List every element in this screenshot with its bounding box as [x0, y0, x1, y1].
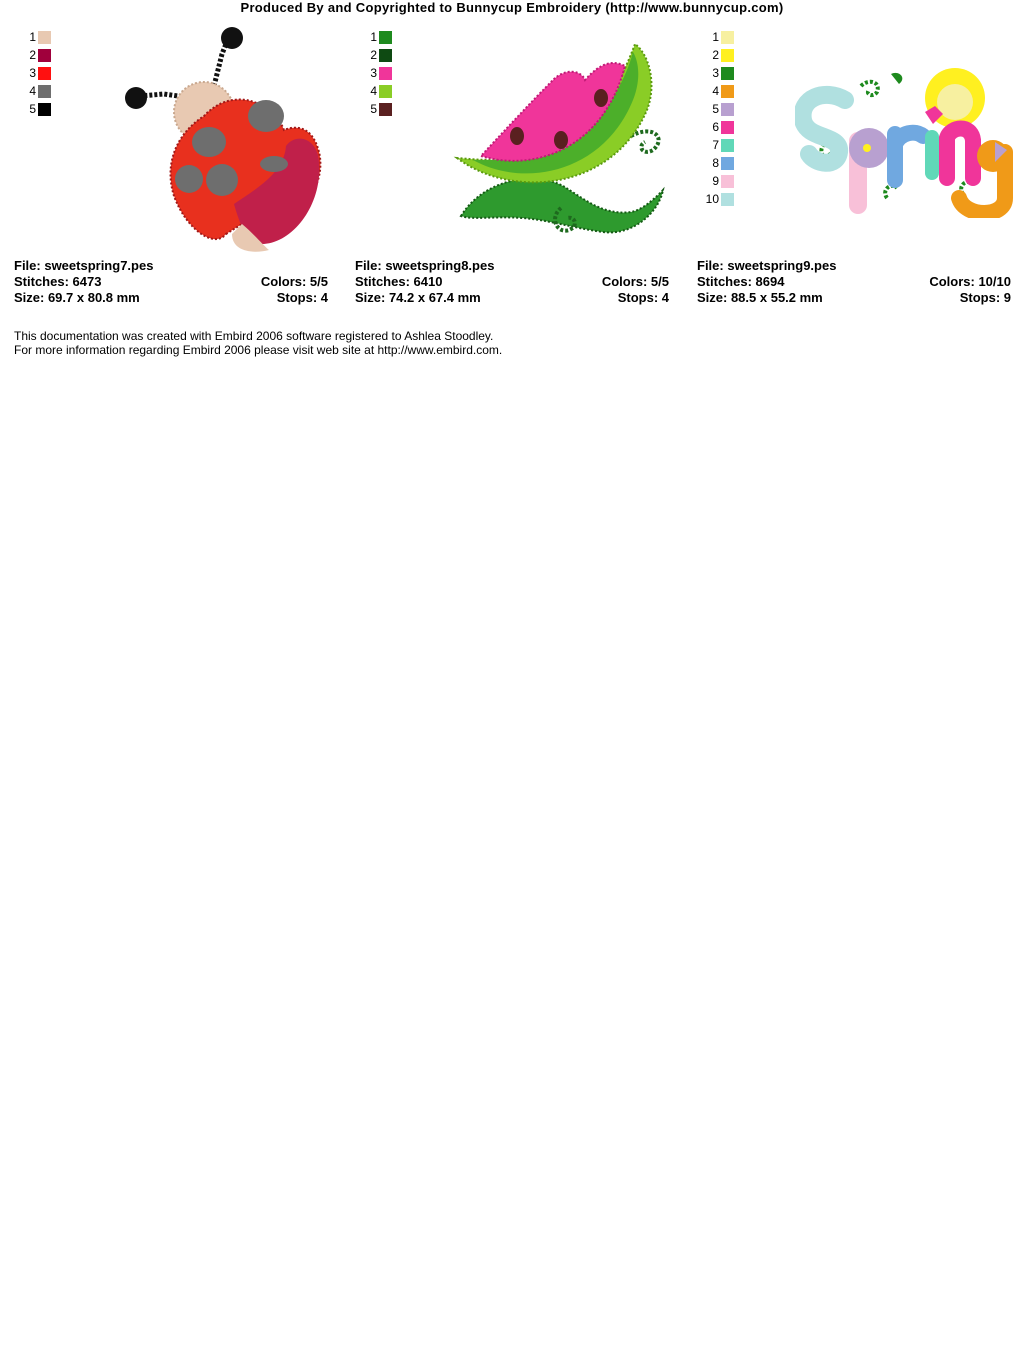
color-number: 5: [712, 102, 719, 116]
footer-line: For more information regarding Embird 2006 please visit web site at http://www.embird.com.: [14, 343, 503, 357]
palette-row: [697, 28, 734, 46]
footer-note: [14, 329, 502, 357]
color-number: 1: [29, 30, 36, 44]
color-count: Colors: 5/5: [260, 274, 328, 289]
design-size: Size: 88.5 x 55.2 mm: [697, 290, 823, 305]
color-swatch: [721, 103, 734, 116]
color-number: 6: [712, 120, 719, 134]
stop-count: Stops: 9: [959, 290, 1011, 305]
color-swatch: [38, 49, 51, 62]
ladybug-icon: [114, 24, 334, 256]
stitch-count: Stitches: 6410: [355, 274, 443, 289]
color-number: 2: [712, 48, 719, 62]
palette-row: [697, 172, 734, 190]
palette-row: [697, 136, 734, 154]
color-swatch: [38, 67, 51, 80]
color-swatch: [38, 103, 51, 116]
color-swatch: [721, 157, 734, 170]
design-info: [355, 258, 669, 306]
palette-row: [14, 46, 51, 64]
palette-row: [14, 64, 51, 82]
palette-row: [697, 190, 734, 208]
palette-row: [355, 28, 392, 46]
file-name: File: sweetspring7.pes: [14, 258, 154, 273]
color-swatch: [38, 85, 51, 98]
palette-row: [355, 46, 392, 64]
color-count: Colors: 5/5: [601, 274, 669, 289]
color-number: 5: [29, 102, 36, 116]
design-card: [14, 24, 344, 314]
color-number: 3: [712, 66, 719, 80]
color-number: 7: [712, 138, 719, 152]
color-swatch: [721, 193, 734, 206]
color-number: 3: [29, 66, 36, 80]
color-swatch: [721, 67, 734, 80]
color-number: 10: [705, 192, 719, 206]
watermelon-icon: [453, 40, 673, 240]
color-swatch: [379, 103, 392, 116]
design-size: Size: 69.7 x 80.8 mm: [14, 290, 140, 305]
color-swatch: [721, 31, 734, 44]
color-swatch: [721, 175, 734, 188]
design-card: [355, 24, 685, 314]
color-number: 1: [712, 30, 719, 44]
color-number: 1: [370, 30, 377, 44]
color-swatch: [721, 85, 734, 98]
color-palette: [355, 28, 392, 118]
palette-row: [14, 82, 51, 100]
color-number: 4: [712, 84, 719, 98]
stitch-count: Stitches: 6473: [14, 274, 102, 289]
color-swatch: [721, 139, 734, 152]
color-number: 3: [370, 66, 377, 80]
palette-row: [355, 82, 392, 100]
palette-row: [697, 46, 734, 64]
color-number: 4: [370, 84, 377, 98]
color-number: 2: [29, 48, 36, 62]
color-count: Colors: 10/10: [929, 274, 1011, 289]
palette-row: [697, 82, 734, 100]
palette-row: [14, 100, 51, 118]
color-number: 5: [370, 102, 377, 116]
palette-row: [697, 154, 734, 172]
color-swatch: [721, 121, 734, 134]
stitch-count: Stitches: 8694: [697, 274, 785, 289]
page-header: Produced By and Copyrighted to Bunnycup Embroidery (http://www.bunnycup.com): [240, 0, 784, 15]
design-info: [14, 258, 328, 306]
palette-row: [697, 118, 734, 136]
color-number: 9: [712, 174, 719, 188]
spring-word-icon: [795, 68, 1013, 218]
color-palette: [14, 28, 51, 118]
color-swatch: [379, 85, 392, 98]
stop-count: Stops: 4: [617, 290, 669, 305]
file-name: File: sweetspring8.pes: [355, 258, 495, 273]
design-info: [697, 258, 1011, 306]
palette-row: [14, 28, 51, 46]
palette-row: [355, 64, 392, 82]
footer-line: This documentation was created with Embird 2006 software registered to Ashlea Stoodley.: [14, 329, 494, 343]
design-card: [697, 24, 1024, 314]
design-size: Size: 74.2 x 67.4 mm: [355, 290, 481, 305]
color-swatch: [721, 49, 734, 62]
palette-row: [355, 100, 392, 118]
palette-row: [697, 100, 734, 118]
stop-count: Stops: 4: [276, 290, 328, 305]
color-swatch: [379, 31, 392, 44]
color-swatch: [38, 31, 51, 44]
color-palette: [697, 28, 734, 208]
palette-row: [697, 64, 734, 82]
color-number: 4: [29, 84, 36, 98]
color-swatch: [379, 49, 392, 62]
color-number: 8: [712, 156, 719, 170]
file-name: File: sweetspring9.pes: [697, 258, 837, 273]
color-swatch: [379, 67, 392, 80]
color-number: 2: [370, 48, 377, 62]
